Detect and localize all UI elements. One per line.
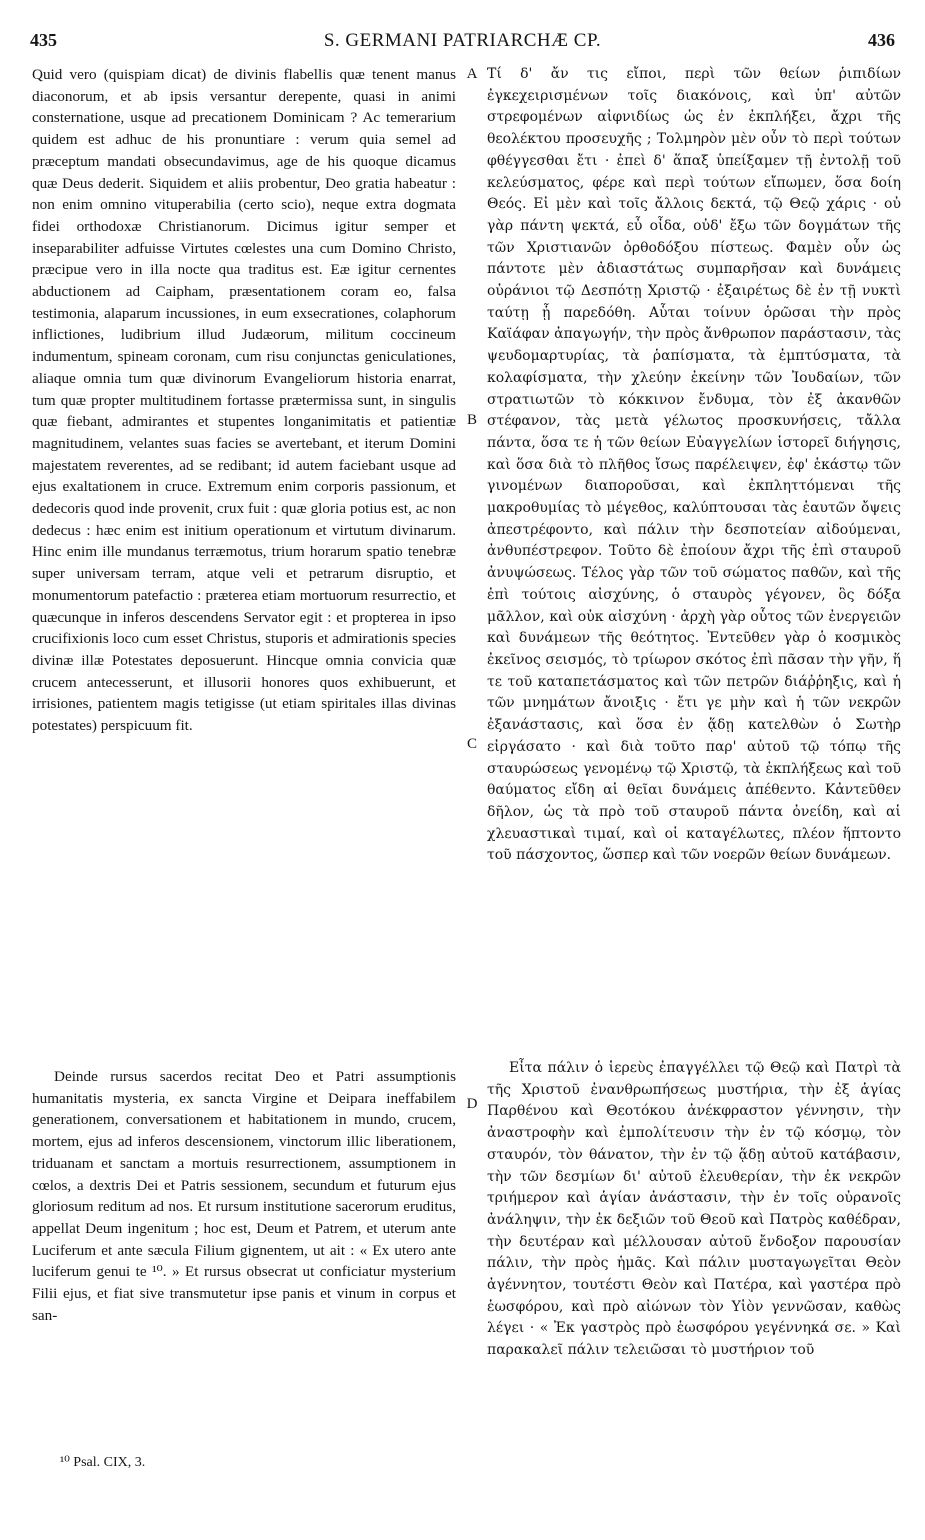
latin-column-section-1 [32, 64, 456, 737]
margin-letter-b: B [466, 412, 477, 428]
running-title: S. GERMANI PATRIARCHÆ CP. [323, 30, 602, 51]
footnote: ¹⁰ Psal. CIX, 3. [60, 1455, 146, 1470]
margin-letter-c: C [466, 736, 477, 752]
greek-column-section-2 [487, 1058, 901, 1362]
greek-paragraph-2: Εἶτα πάλιν ὁ ἱερεὺς ἐπαγγέλλει τῷ Θεῷ καὶ Πατρὶ τὰ τῆς Χριστοῦ ἐνανθρωπήσεως μυστήρια, τὴν ἐξ ἁγίας Παρθένου καὶ Θεοτόκου ἀνέκφραστον γέννησιν, τὴν ἀναστροφὴν καὶ ἐμπολίτευσιν τὴν ἐν τῷ κόσμῳ, τὸν σταυρόν, τὸν θάνατον, τὴν ἐν τῷ ᾅδῃ αὐτοῦ κατάβασιν, τὴν τῶν δεσμίων δι' αὐτοῦ ἐλευθερίαν, τὴν ἐκ νεκρῶν τριήμερον καὶ ἁγίαν ἀνάστασιν, τὴν ἐν τοῖς οὐρανοῖς ἀνάληψιν, τὴν ἐκ δεξιῶν τοῦ Θεοῦ καὶ Πατρὸς καθέδραν, τὴν δευτέραν καὶ μέλλουσαν αὐτοῦ ἔνδοξον παρουσίαν πάλιν, τὴν πρὸς ἡμᾶς. Καὶ πάλιν μυσταγωγεῖται Θεὸν ἀγέννητον, τουτέστι Θεὸν καὶ Πατέρα, καὶ γαστέρα πρὸ ἑωσφόρου, καὶ πρὸ αἰώνων τὸν Υἱὸν γεννῶσαν, καθὼς λέγει · « Ἐκ γαστρὸς πρὸ ἑωσφόρου γεγέννηκά σε. » Καὶ παρακαλεῖ πάλιν τελειῶσαι τὸ μυστήριον τοῦ [487, 1060, 901, 1359]
margin-letter-d: D [466, 1096, 478, 1112]
latin-column-section-2 [32, 1066, 456, 1326]
page-number-left: 435 [30, 30, 57, 50]
latin-paragraph-2: Deinde rursus sacerdos recitat Deo et Patri assumptionis humanitatis mysteria, ex sancta Virgine et Deipara ineffabilem generationem, conversationem et habitationem in mundo, crucem, mortem, ejus ad inferos descensionem, vinctorum illic liberationem, triduanam et sanctam a mortuis resurrectionem, assumptionem in cœlos, a dextris Dei et Patris sessionem, secundum et futurum ejus gloriosum reditum ad nos. Et rursum institutione sacerorum eruditus, appellat Deum ingenitum ; hoc est, Deum et Patrem, et uterum ante Luciferum et ante sæcula Filium gignentem, ut ait : « Ex utero ante luciferum genui te ¹⁰. » Et rursus obsecrat ut conficiatur mysterium Filii ejus, et fiat sive transmutetur ipse panis et vinum in corpus et san- [32, 1068, 456, 1324]
page-number-right: 436 [868, 30, 895, 50]
running-header [30, 30, 895, 54]
margin-letter-a: A [466, 66, 478, 82]
latin-paragraph-1: Quid vero (quispiam dicat) de divinis flabellis quæ tenent manus diaconorum, et ab ipsis versantur derepente, quasi in animi consternatione, usque ad precationem Dominicam ? Ac temerarium quidem est adhuc de his pronuntiare : verum quia semel ad præceptum mandati obsecundavimus, age de his quoque dicamus quæ Deus dederit. Siquidem et aliis probentur, Deo gratia habeatur : non enim omnino vituperabilia (certo scio), neque extra dogmata fidei orthodoxæ Christianorum. Dicimus igitur semper et inseparabiliter adfuisse Virtutes cœlestes una cum Domino Christo, præcipue vero in illa nocte qua traditus est. Eæ igitur cernentes abductionem ad Caipham, præsentationem coram eo, falsa testimonia, alaparum incussiones, in eum exsecrationes, colaphorum inflictiones, ludibrium illud Judæorum, militum coccineum indumentum, spineam coronam, cum risu conjunctas geniculationes, aliaque omnia tum quæ divinorum Evangeliorum historia enarrat, tum quæ propter multitudinem fortasse prætermissa sunt, in singulis quæ fiebant, admirantes et stupentes longanimitatis et patientiæ magnitudinem, velantes suas facies se avertebant, et iterum Domini majestatem reverentes, ad se redibant; id autem faciebant usque ad ejus exaltationem in cruce. Extremum enim corporis passionum, et dedecoris quod inde provenit, crux fuit : quæ gloria potius est, ac non dedecus : hæc enim est initium operationum et virtutum divinarum. Hinc enim ille mundanus terræmotus, trium horarum spatio tenebræ super universam terram, atque veli et petrarum disruptio, et monumentorum patefactio : præterea etiam mortuorum resurrectio, et quæcunque in inferos descendens Servator egit : et propterea in ipso crucifixionis loco cum esset Christus, stuporis et admirationis species divinæ illæ Potestates deposuerunt. Hincque omnia convicia quæ crucem antecesserunt, et illusorii honores quos exhibuerunt, et irrisiones, patientem magis tetigisse (ut etiam spiritales illas divinas potestates) perspicuum fit. [32, 66, 456, 735]
greek-paragraph-1: Τί δ' ἄν τις εἴποι, περὶ τῶν θείων ῥιπιδίων ἐγκεχειρισμένων τοῖς διακόνοις, καὶ ὑπ' αὐτῶν στρεφομένων αἰφνιδίως ὡς ἐν ἐκπλήξει, ἄχρι τῆς θεολέκτου προσευχῆς ; Τολμηρὸν μὲν οὖν τὸ περὶ τούτων φθέγγεσθαι ἔτι · ἐπεὶ δ' ἅπαξ ὑπείξαμεν τῇ ἐντολῇ τοῦ κελεύσματος, φέρε καὶ περὶ τούτων εἴπωμεν, ὅσα δοίη Θεός. Εἰ μὲν καὶ τοῖς ἄλλοις δεκτά, τῷ Θεῷ χάρις · οὐ γὰρ πάντη ψεκτά, εὖ οἶδα, οὐδ' ἔξω τῶν δογμάτων τῆς τῶν Χριστιανῶν ὀρθοδόξου πίστεως. Φαμὲν οὖν ὡς πάντοτε μὲν ἀδιαστάτως συμπαρῆσαν καὶ δυνάμεις οὐράνιοι τῷ Δεσπότῃ Χριστῷ · ἐξαιρέτως δὲ ἐν τῇ νυκτὶ ταύτῃ ᾗ παρεδόθη. Αὗται τοίνυν ὁρῶσαι τὴν πρὸς Καϊάφαν ἀπαγωγήν, τὴν πρὸς ἄνθρωπον παράστασιν, τὰς ψευδομαρτυρίας, τὰ ῥαπίσματα, τὰ ἐμπτύσματα, τὰ κολαφίσματα, τὴν χλεύην ἐκείνην τῶν Ἰουδαίων, τῶν στρατιωτῶν τὸ κόκκινον ἔνδυμα, τὸν ἐξ ἀκανθῶν στέφανον, τὰς μετὰ γέλωτος προσκυνήσεις, τἄλλα πάντα, ὅσα τε ἡ τῶν θείων Εὐαγγελίων ἱστορεῖ διήγησις, καὶ ὅσα διὰ τὸ πλῆθος ἴσως παρέλειψεν, ἐφ' ἑκάστῳ τῶν γινομένων διαποροῦσαι, καὶ ἐκπληττόμεναι τῆς μακροθυμίας τὸ μέγεθος, καλύπτουσαι τὰς ἑαυτῶν ὄψεις ἀπεστρέφοντο, καὶ πάλιν τὴν δεσποτείαν αἰδούμεναι, ἀνθυπέστρεφον. Τοῦτο δὲ ἐποίουν ἄχρι τῆς ἐπὶ σταυροῦ ἀνυψώσεως. Τέλος γὰρ τῶν τοῦ σώματος παθῶν, καὶ τῆς ἐπὶ τούτοις αἰσχύνης, ὁ σταυρὸς γέγονεν, ὃς δόξα μᾶλλον, καὶ οὐκ αἰσχύνη · ἀρχὴ γὰρ οὗτος τῶν ἐνεργειῶν καὶ δυνάμεων τῆς θεότητος. Ἐντεῦθεν γὰρ ὁ κοσμικὸς ἐκεῖνος σεισμός, τὸ τρίωρον σκότος ἐπὶ πᾶσαν τὴν γῆν, ἥ τε τοῦ καταπετάσματος καὶ τῶν πετρῶν διάῤῥηξις, καὶ ἡ τῶν μνημάτων ἄνοιξις · ἔτι γε μὴν καὶ ἡ τῶν νεκρῶν ἐξανάστασις, καὶ ὅσα ἐν ᾅδῃ κατελθὼν ὁ Σωτὴρ εἰργάσατο · καὶ διὰ τοῦτο παρ' αὐτοῦ τῷ τόπῳ τῆς σταυρώσεως γενομένῳ τῷ Χριστῷ, τὰ ἐκπλήξεως καὶ τοῦ θαύματος εἴδη αἱ θεῖαι δυνάμεις ἀπέθεντο. Κἀντεῦθεν δῆλον, ὡς τὰ πρὸ τοῦ σταυροῦ πάντα ὀνείδη, καὶ αἱ χλευαστικαὶ τιμαί, καὶ οἱ καταγέλωτες, πλέον ἥπτοντο τοῦ πάσχοντος, ὥσπερ καὶ τῶν νοερῶν θείων δυνάμεων. [487, 66, 901, 864]
greek-column-section-1 [487, 64, 901, 867]
